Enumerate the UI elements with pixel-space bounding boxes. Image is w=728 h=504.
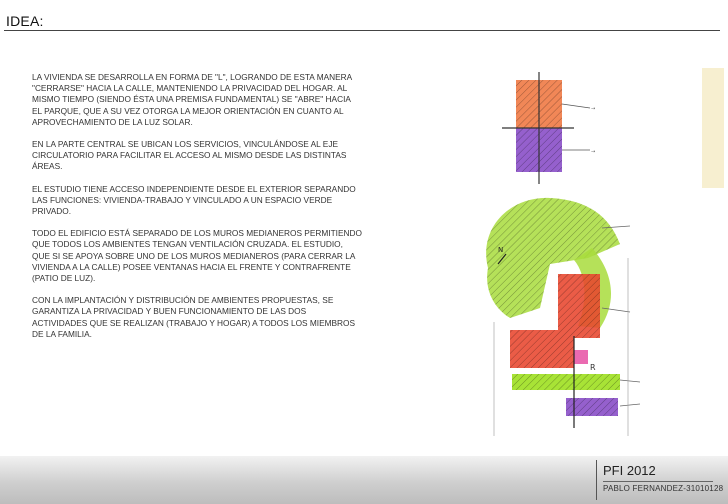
paragraph: CON LA IMPLANTACIÓN Y DISTRIBUCIÓN DE AMBIENTES PROPUESTAS, SE GARANTIZA LA PRIVACIDAD Y BUEN FUNCIONAMIENTO DE LAS DOS ACTIVIDADES QUE SE REALIZAN (TRABAJO Y HOGAR) A TODOS LOS MIEMBROS DE LA FAMILIA. xyxy=(32,295,356,339)
services-block xyxy=(574,350,588,364)
svg-text:→: → xyxy=(591,149,596,155)
title-rule xyxy=(4,30,720,31)
svg-text:→: → xyxy=(591,106,596,112)
north-label: N xyxy=(498,246,504,254)
zoning-diagram xyxy=(502,72,595,184)
footer-divider xyxy=(596,460,597,500)
page-title: IDEA: xyxy=(6,13,44,29)
footer-line xyxy=(603,481,713,482)
plan-sketch xyxy=(486,198,640,436)
label-r: R xyxy=(590,363,596,372)
author-label: PABLO FERNANDEZ-31010128 xyxy=(603,484,724,493)
concept-sketch xyxy=(470,68,724,438)
paragraph: TODO EL EDIFICIO ESTÁ SEPARADO DE LOS MUROS MEDIANEROS PERMITIENDO QUE TODOS LOS AMBIENTES TENGAN VENTILACIÓN CRUZADA. EL ESTUDIO, QUE SI SE APOYA SOBRE UNO DE LOS MUROS MEDIANEROS (PARA CERRAR LA VIVIENDA A LA CALLE) POSEE VENTANAS HACIA EL FRENTE Y CONTRAFRENTE (PATIO DE LUZ). xyxy=(32,228,362,284)
paragraph: LA VIVIENDA SE DESARROLLA EN FORMA DE "L", LOGRANDO DE ESTA MANERA "CERRARSE" HACIA LA CALLE, MANTENIENDO LA PRIVACIDAD DEL HOGAR. AL MISMO TIEMPO (SIENDO ÉSTA UNA PREMISA FUNDAMENTAL) SE "ABRE" HACIA EL PARQUE, QUE A SU VEZ OTORGA LA MEJOR ORIENTACIÓN EN CUANTO AL APROVECHAMIENTO DE LA LUZ SOLAR. xyxy=(32,72,352,127)
body-text xyxy=(32,72,362,351)
paragraph: EL ESTUDIO TIENE ACCESO INDEPENDIENTE DESDE EL EXTERIOR SEPARANDO LAS FUNCIONES: VIVIENDA-TRABAJO Y VINCULADO A UN ESPACIO VERDE PRIVADO. xyxy=(32,183,356,217)
course-label: PFI 2012 xyxy=(603,463,656,478)
paragraph: EN LA PARTE CENTRAL SE UBICAN LOS SERVICIOS, VINCULÁNDOSE AL EJE CIRCULATORIO PARA FACILITAR EL ACCESO AL MISMO DESDE LAS DISTINTAS ÁREAS. xyxy=(32,139,347,172)
